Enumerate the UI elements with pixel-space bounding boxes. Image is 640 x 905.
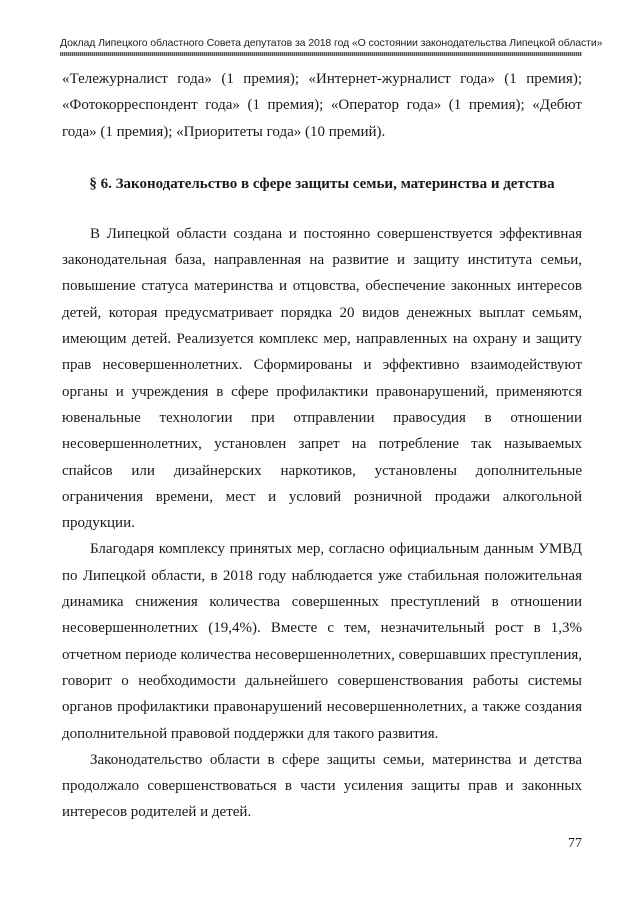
page-number: 77	[568, 836, 582, 851]
body-paragraph-2: Благодаря комплексу принятых мер, согласно официальным данным УМВД по Липецкой области, в 2018 году наблюдается уже стабильная положительная динамика снижения количества совершенных преступлений в отношении несовершеннолетних (19,4%). Вместе с тем, незначительный рост в 1,3% отчетном периоде количества несовершеннолетних, совершавших преступления, говорит о необходимости дальнейшего совершенствования работы системы органов профилактики правонарушений несовершеннолетних, а также создания дополнительной правовой поддержки для такого развития.	[62, 541, 582, 742]
page-body	[62, 66, 582, 826]
body-paragraph-3: Законодательство области в сфере защиты семьи, материнства и детства продолжало совершенствоваться в части усиления защиты прав и законных интересов родителей и детей.	[62, 751, 582, 821]
section-heading: § 6. Законодательство в сфере защиты семьи, материнства и детства	[89, 175, 555, 192]
body-paragraph-1: В Липецкой области создана и постоянно совершенствуется эффективная законодательная база, направленная на развитие и защиту института семьи, повышение статуса материнства и отцовства, обеспечение законных интересов детей, которая предусматривает порядка 20 видов денежных выплат семьям, имеющим детей. Реализуется комплекс мер, направленных на охрану и защиту прав несовершеннолетних. Сформированы и эффективно взаимодействуют органы и учреждения в сфере профилактики правонарушений, применяются ювенальные технологии при отправлении правосудия в отношении несовершеннолетних, установлен запрет на потребление так называемых спайсов или дизайнерских наркотиков, установлены дополнительные ограничения времени, мест и условий розничной продажи алкогольной продукции.	[62, 225, 582, 532]
header-rule	[60, 52, 582, 56]
continued-paragraph: «Тележурналист года» (1 премия); «Интернет-журналист года» (1 премия); «Фотокорреспондент года» (1 премия); «Оператор года» (1 премия); «Дебют года» (1 премия); «Приоритеты года» (10 премий).	[62, 71, 582, 140]
running-header: Доклад Липецкого областного Совета депутатов за 2018 год «О состоянии законодательства Липецкой области»	[60, 37, 603, 49]
